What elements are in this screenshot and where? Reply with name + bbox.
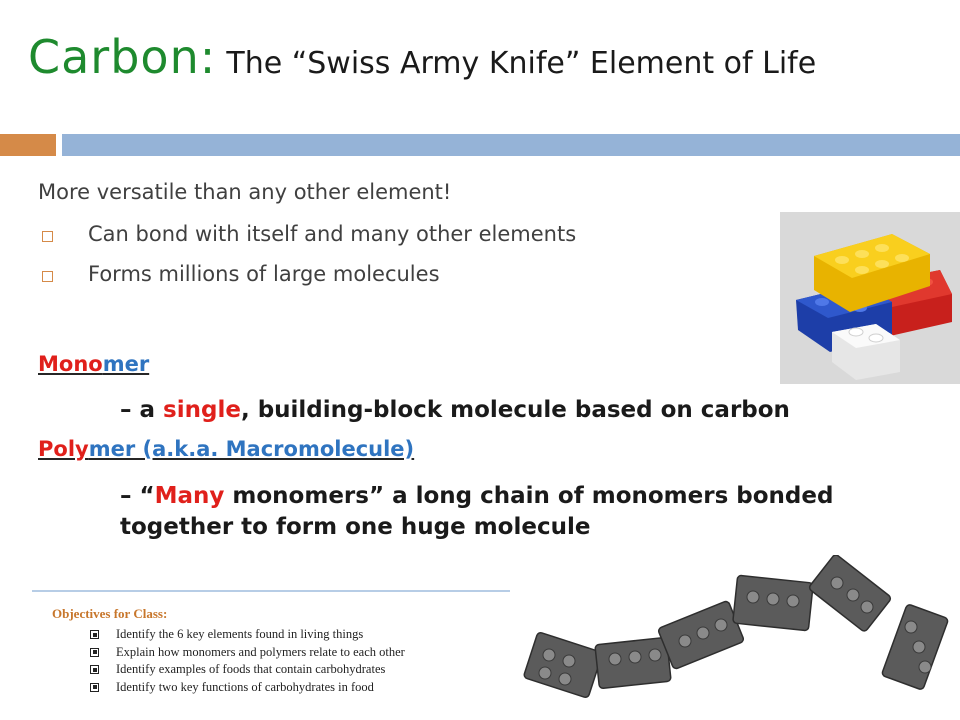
title-main: Carbon: xyxy=(28,30,217,84)
square-bullet-icon xyxy=(90,665,99,674)
bullet-text: Forms millions of large molecules xyxy=(88,262,440,286)
accent-bar-blue xyxy=(62,134,960,156)
objective-text: Identify examples of foods that contain carbohydrates xyxy=(116,662,386,676)
objective-text: Identify the 6 key elements found in living things xyxy=(116,627,364,641)
objective-text: Explain how monomers and polymers relate to each other xyxy=(116,644,405,659)
polymer-term xyxy=(38,437,414,461)
square-bullet-icon xyxy=(90,683,99,692)
polymer-def-rest: monomers” a long chain of monomers bonded together to form one huge molecule xyxy=(120,483,834,540)
lego-chain-image xyxy=(515,555,960,720)
polymer-def-prefix: – “ xyxy=(120,483,155,509)
objective-text: Identify two key functions of carbohydrates in food xyxy=(116,679,374,694)
lego-bricks-image xyxy=(780,212,960,384)
bullet-item xyxy=(38,262,576,302)
polymer-definition xyxy=(120,481,900,543)
monomer-term xyxy=(38,352,149,376)
objectives-divider xyxy=(32,590,510,592)
bullet-item xyxy=(38,222,576,262)
title-subtitle: The “Swiss Army Knife” Element of Life xyxy=(226,46,817,81)
polymer-def-highlight: Many xyxy=(154,483,225,509)
monomer-suffix: mer xyxy=(102,352,150,376)
monomer-def-prefix: – a xyxy=(120,397,164,423)
square-bullet-icon xyxy=(42,271,53,282)
square-bullet-icon xyxy=(90,630,99,639)
accent-bar-orange xyxy=(0,134,56,156)
monomer-prefix: Mono xyxy=(38,352,103,376)
objective-item xyxy=(90,645,405,663)
monomer-def-highlight: single xyxy=(163,397,241,423)
bullet-list xyxy=(38,222,576,302)
polymer-prefix: Poly xyxy=(38,437,89,461)
objective-item xyxy=(90,680,405,698)
objectives-list xyxy=(90,627,405,697)
objectives-heading: Objectives for Class: xyxy=(52,606,168,621)
bullet-text: Can bond with itself and many other elements xyxy=(88,222,577,246)
square-bullet-icon xyxy=(90,648,99,657)
square-bullet-icon xyxy=(42,231,53,242)
monomer-definition xyxy=(120,395,790,426)
slide-title xyxy=(28,30,816,84)
polymer-suffix: mer (a.k.a. Macromolecule) xyxy=(88,437,415,461)
objective-item xyxy=(90,627,405,645)
monomer-def-rest: , building-block molecule based on carbon xyxy=(240,397,790,423)
intro-text: More versatile than any other element! xyxy=(38,180,452,204)
objective-item xyxy=(90,662,405,680)
